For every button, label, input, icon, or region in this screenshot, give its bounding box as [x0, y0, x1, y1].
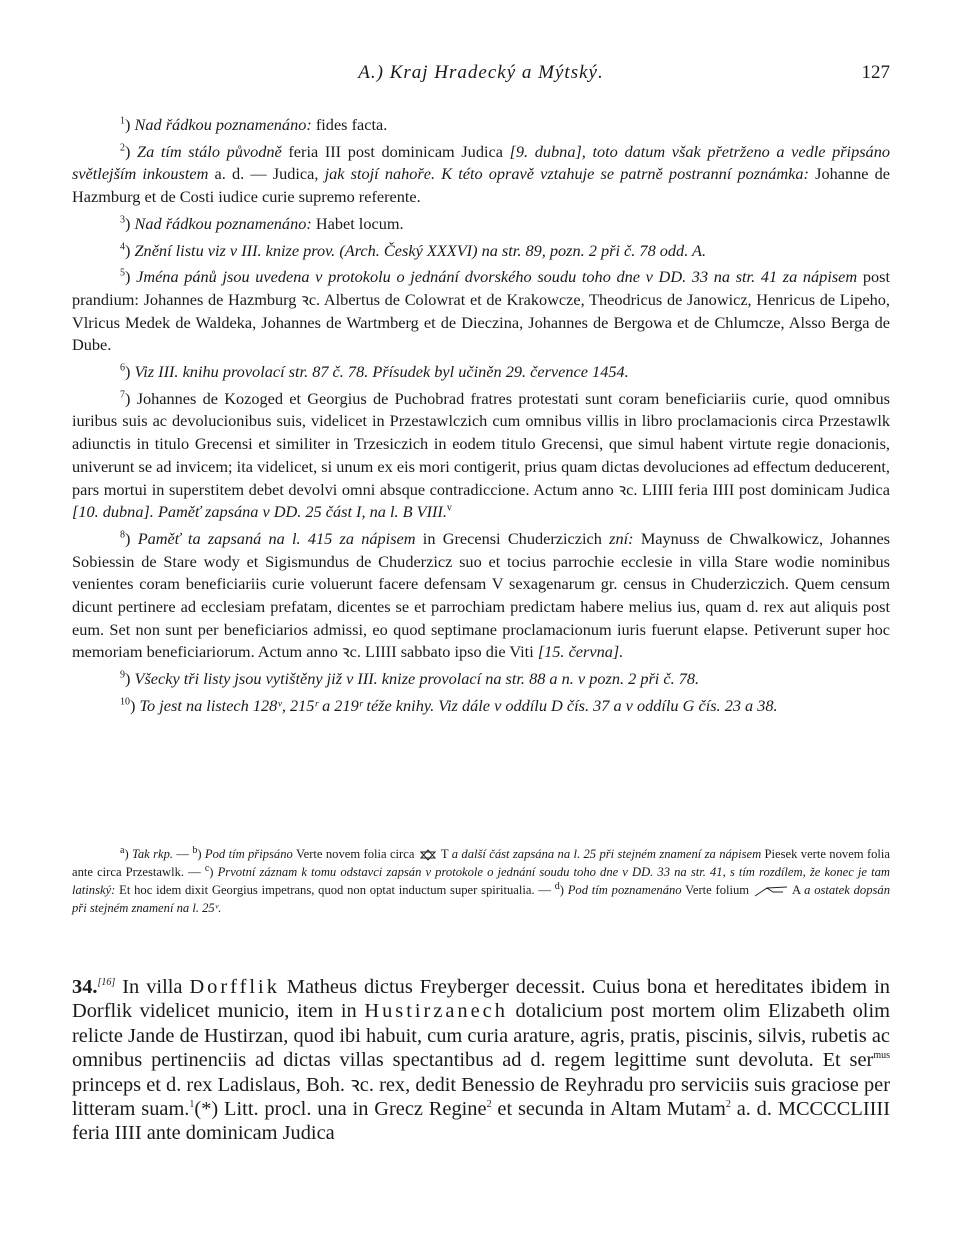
footnotes [72, 114, 890, 718]
footnote-4: $^4$) Znění listu viz v III. knize prov. (Arch. Český XXXVI) na str. 89, pozn. 2 při č. 78 odd. A. [120, 240, 707, 260]
footnote-9: $^9$) Všecky tři listy jsou vytištěny již v III. knize provolací na str. 88 a n. v pozn. 2 při č. 78. [120, 669, 700, 689]
footnote-3: $^3$) Nad řádkou poznamenáno: Habet locum. [120, 213, 404, 233]
entry-34: 34.[16] In villa Dorfflik Matheus dictus Freyberger decessit. Cuius bona et hereditates ibidem in Dorflik videlicet municio, item in Hustirzanech dotalicium post mortem olim Elizabeth olim relicte Jande de Hustirzan, quod ibi habuit, cum curia arature, agris, pratis, piscinis, silvis, rubetis ac omnibus pertinenciis ad dictas villas spectantibus ad d. regem legittime sunt devoluta. Et ser$^{mus}$ princeps et d. rex Ladislaus, Boh. ꝛc. rex, dedit Benessio de Reyhradu pro serviciis suis graciose per litteram suam.$^1$(*) Litt. procl. una in Grecz Regine$^2$ et secunda in Altam Mutam$^2$ a. d. MCCCCLIIII feria IIII ante dominicam Judica [72, 976, 890, 1145]
page-number: 127 [861, 62, 890, 83]
running-header [72, 62, 890, 92]
footnote-8: $^8$) Paměť ta zapsaná na l. 415 za nápisem in Grecensi Chuderziczich zní: Maynuss de Chwalkowicz, Johannes Sobiessin de Stare wody et Sigismundus de Chuderzicz suo et tocius parrochie ecclesie in villa Stare wodie nominibus venientes coram beneficiariis curie voluerunt facere defensam V sexagenarum gr. census in Chuderziczich. Quem censum dicunt pertinere ad ecclesiam prefatam, dicentes se et parrochiam predictam habere melius ius, quam d. rex aut aliquis post eum. Set non sunt per beneficiarios admissi, eo quod septimane proclamacionum iuris fuerunt elapse. Petiverunt super hoc memoriam beneficiariorum. Actum anno ꝛc. LIIII sabbato ipso die Viti [15. června]. [72, 528, 891, 662]
footnote-5: $^5$) Jména pánů jsou uvedena v protokolu o jednání dvorského soudu toho dne v DD. 33 na str. 41 za nápisem post prandium: Johannes de Hazmburg ꝛc. Albertus de Colowrat et de Krakowcze, Theodricus de Janowicz, Henricus de Lipeho, Vlricus Medek de Waldeka, Johannes de Wartmberg et de Dieczina, Johannes de Bergowa et de Chlumcze, Alsso Berga de Dube. [72, 267, 890, 355]
footnote-1: $^1$) Nad řádkou poznamenáno: fides facta. [120, 115, 388, 134]
textual-notes: $^a$) Tak rkp. — $^b$) Pod tím připsáno Verte novem folia circa T a další část zapsána na l. 25 při stejném znamení za nápisem Piesek verte novem folia ante circa Przestawlk. — $^c$) Prvotní záznam k tomu odstavci zapsán v protokole o jednání soudu toho dne v DD. 33 na str. 41, s tím rozdílem, že konec je tam latinský: Et hoc idem dixit Georgius impetrans, quod non optat inductum super spiritualia. — $^d$) Pod tím poznamenáno Verte folium A a ostatek dopsán při stejném znamení na l. 25ᵛ. [72, 844, 891, 915]
pointing-hand-sign-icon [753, 884, 789, 898]
footnote-7: $^7$) Johannes de Kozoged et Georgius de Puchobrad fratres protestati sunt coram beneficiariis curie, quod omnibus iuribus suis ac devolucionibus suis, videlicet in Przestawlczich cum omnibus villis in libro proclamacionis circa Przestawlk adiunctis in titulo Grecensi et similiter in Trzesiczich in eodem titulo Grecensi, que simul habent virtute regie donacionis, univerunt se ad invicem; ita videlicet, si unum ex eis mori contigerit, prius quam dictas devoluciones ad effectum deducerent, pars mortui in superstitem debet devolvi omni absque contradiccione. Actum anno ꝛc. LIIII feria IIII post dominicam Judica [10. dubna]. Paměť zapsána v DD. 25 část I, na l. B VIII.$^v$ [72, 388, 890, 522]
entry-number: 34. [72, 976, 98, 998]
footnote-10: $^{10}$) To jest na listech 128ᵛ, 215ʳ a 219ʳ téže knihy. Viz dále v oddílu D čís. 37 a v oddílu G čís. 23 a 38. [120, 695, 778, 715]
footnote-6: $^6$) Viz III. knihu provolací str. 87 č. 78. Přísudek byl učiněn 29. července 1454. [120, 362, 629, 382]
cross-star-sign-icon [418, 848, 438, 862]
footnote-2: $^2$) Za tím stálo původně feria III post dominicam Judica [9. dubna], toto datum však přetrženo a vedle připsáno světlejším inkoustem a. d. — Judica, jak stojí nahoře. K této opravě vztahuje se patrně postranní poznámka: Johanne de Hazmburg et de Costi iudice curie supremo referente. [72, 141, 890, 207]
running-title: A.) Kraj Hradecký a Mýtský. [358, 62, 604, 83]
